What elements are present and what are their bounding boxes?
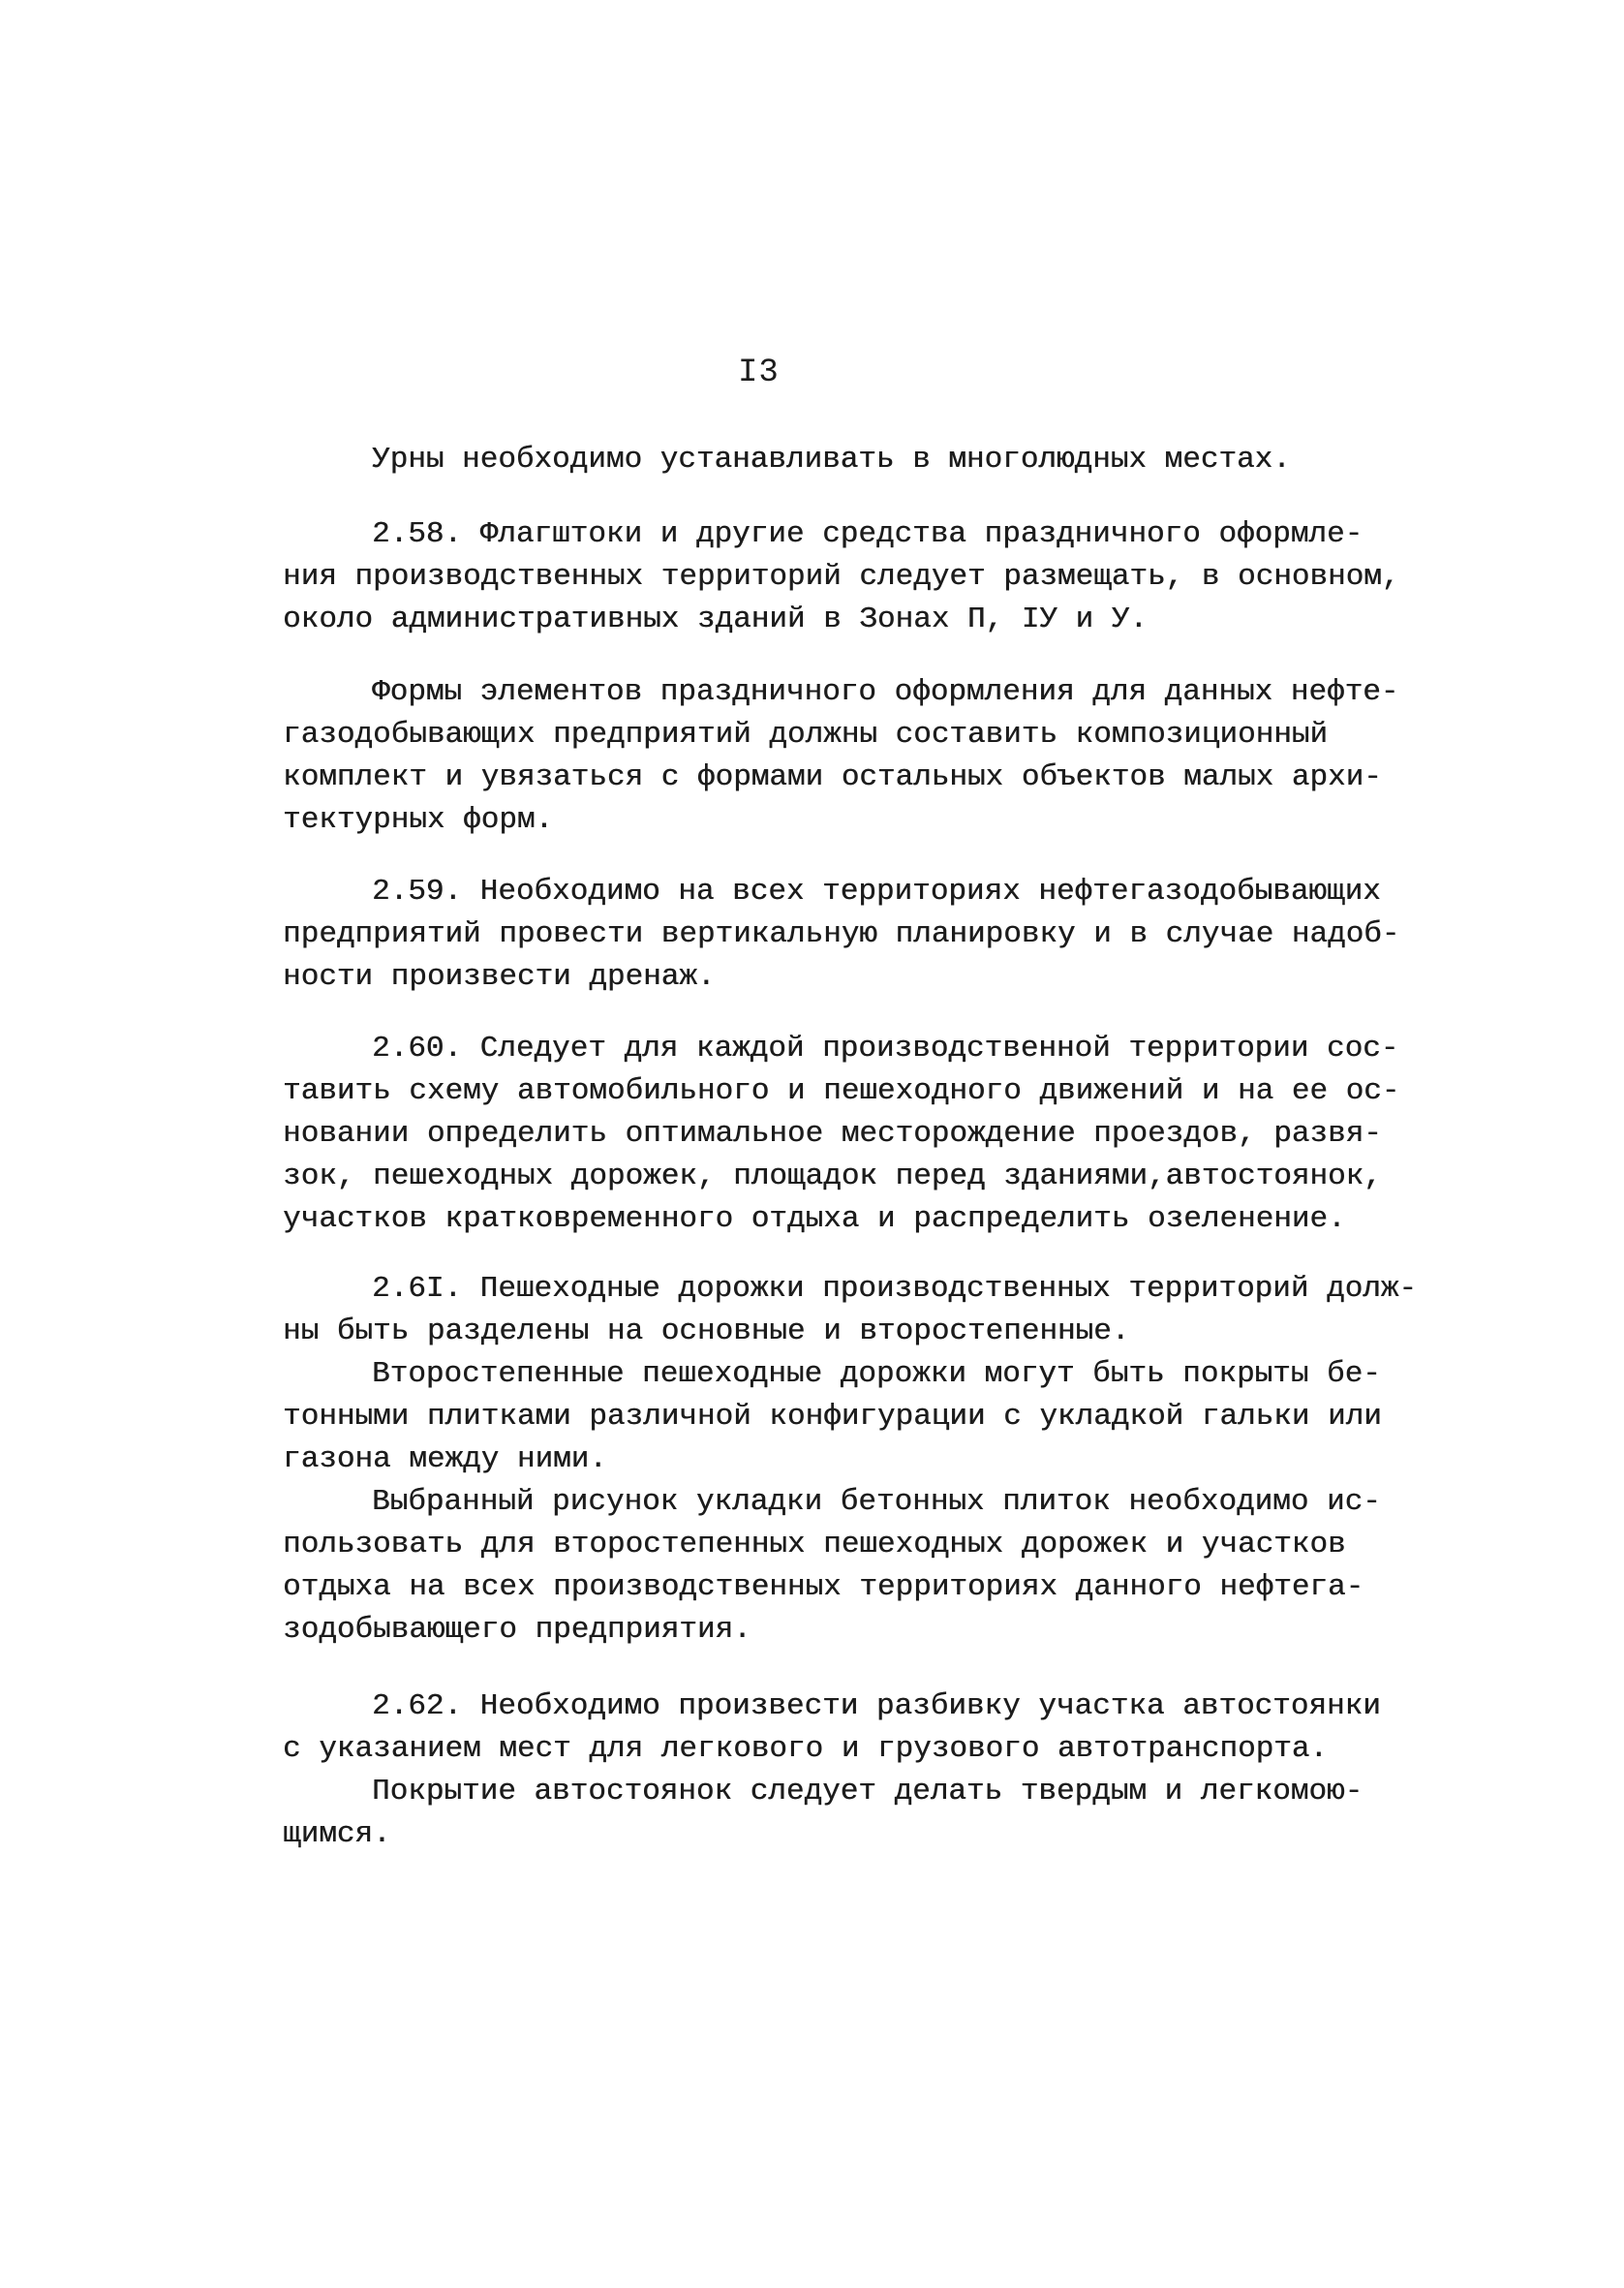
text-line: тавить схему автомобильного и пешеходного движений и на ее ос- bbox=[283, 1074, 1400, 1108]
text-line: Урны необходимо устанавливать в многолюдных местах. bbox=[372, 443, 1291, 477]
paragraph-2-61 bbox=[283, 1268, 1417, 1652]
text-line: газона между ними. bbox=[283, 1442, 607, 1476]
text-line: 2.62. Необходимо произвести разбивку участка автостоянки bbox=[372, 1689, 1381, 1723]
text-line: отдыха на всех производственных территориях данного нефтега- bbox=[283, 1570, 1364, 1604]
paragraph-2-60 bbox=[283, 1028, 1400, 1241]
text-line: участков кратковременного отдыха и распределить озеленение. bbox=[283, 1202, 1346, 1236]
text-line: пользовать для второстепенных пешеходных дорожек и участков bbox=[283, 1528, 1346, 1561]
text-line: тонными плитками различной конфигурации с укладкой гальки или bbox=[283, 1400, 1382, 1434]
text-line: ны быть разделены на основные и второстепенные. bbox=[283, 1314, 1130, 1348]
paragraph-2-58 bbox=[283, 513, 1400, 641]
text-line: 2.60. Следует для каждой производственной территории сос- bbox=[372, 1032, 1399, 1066]
text-line: 2.59. Необходимо на всех территориях нефтегазодобывающих bbox=[372, 875, 1381, 909]
text-line: Выбранный рисунок укладки бетонных плиток необходимо ис- bbox=[372, 1485, 1381, 1519]
page-number: I3 bbox=[738, 355, 780, 391]
paragraph-2-59 bbox=[283, 871, 1400, 999]
text-line: предприятий провести вертикальную планировку и в случае надоб- bbox=[283, 917, 1400, 951]
text-line: газодобывающих предприятий должны составить композиционный bbox=[283, 718, 1328, 752]
paragraph-urns bbox=[283, 439, 1377, 481]
text-line: ния производственных территорий следует размещать, в основном, bbox=[283, 560, 1400, 594]
text-line: с указанием мест для легкового и грузового автотранспорта. bbox=[283, 1732, 1328, 1766]
text-line: новании определить оптимальное месторождение проездов, развя- bbox=[283, 1117, 1382, 1151]
text-line: 2.6I. Пешеходные дорожки производственных территорий долж- bbox=[372, 1272, 1417, 1306]
text-line: тектурных форм. bbox=[283, 803, 554, 837]
text-line: 2.58. Флагштоки и другие средства праздничного оформле- bbox=[372, 517, 1364, 551]
paragraph-2-62 bbox=[283, 1685, 1381, 1856]
text-line: ности произвести дренаж. bbox=[283, 960, 716, 994]
text-line: Покрытие автостоянок следует делать твердым и легкомою- bbox=[372, 1775, 1364, 1809]
text-line: зок, пешеходных дорожек, площадок перед зданиями,автостоянок, bbox=[283, 1159, 1382, 1193]
text-line: зодобывающего предприятия. bbox=[283, 1613, 751, 1647]
text-line: Второстепенные пешеходные дорожки могут быть покрыты бе- bbox=[372, 1357, 1381, 1391]
text-line: щимся. bbox=[283, 1817, 391, 1851]
text-line: комплект и увязаться с формами остальных объектов малых архи- bbox=[283, 760, 1382, 794]
text-line: Формы элементов праздничного оформления для данных нефте- bbox=[372, 675, 1399, 709]
text-line: около административных зданий в Зонах П, IУ и У. bbox=[283, 603, 1148, 636]
paragraph-forms bbox=[283, 671, 1399, 842]
